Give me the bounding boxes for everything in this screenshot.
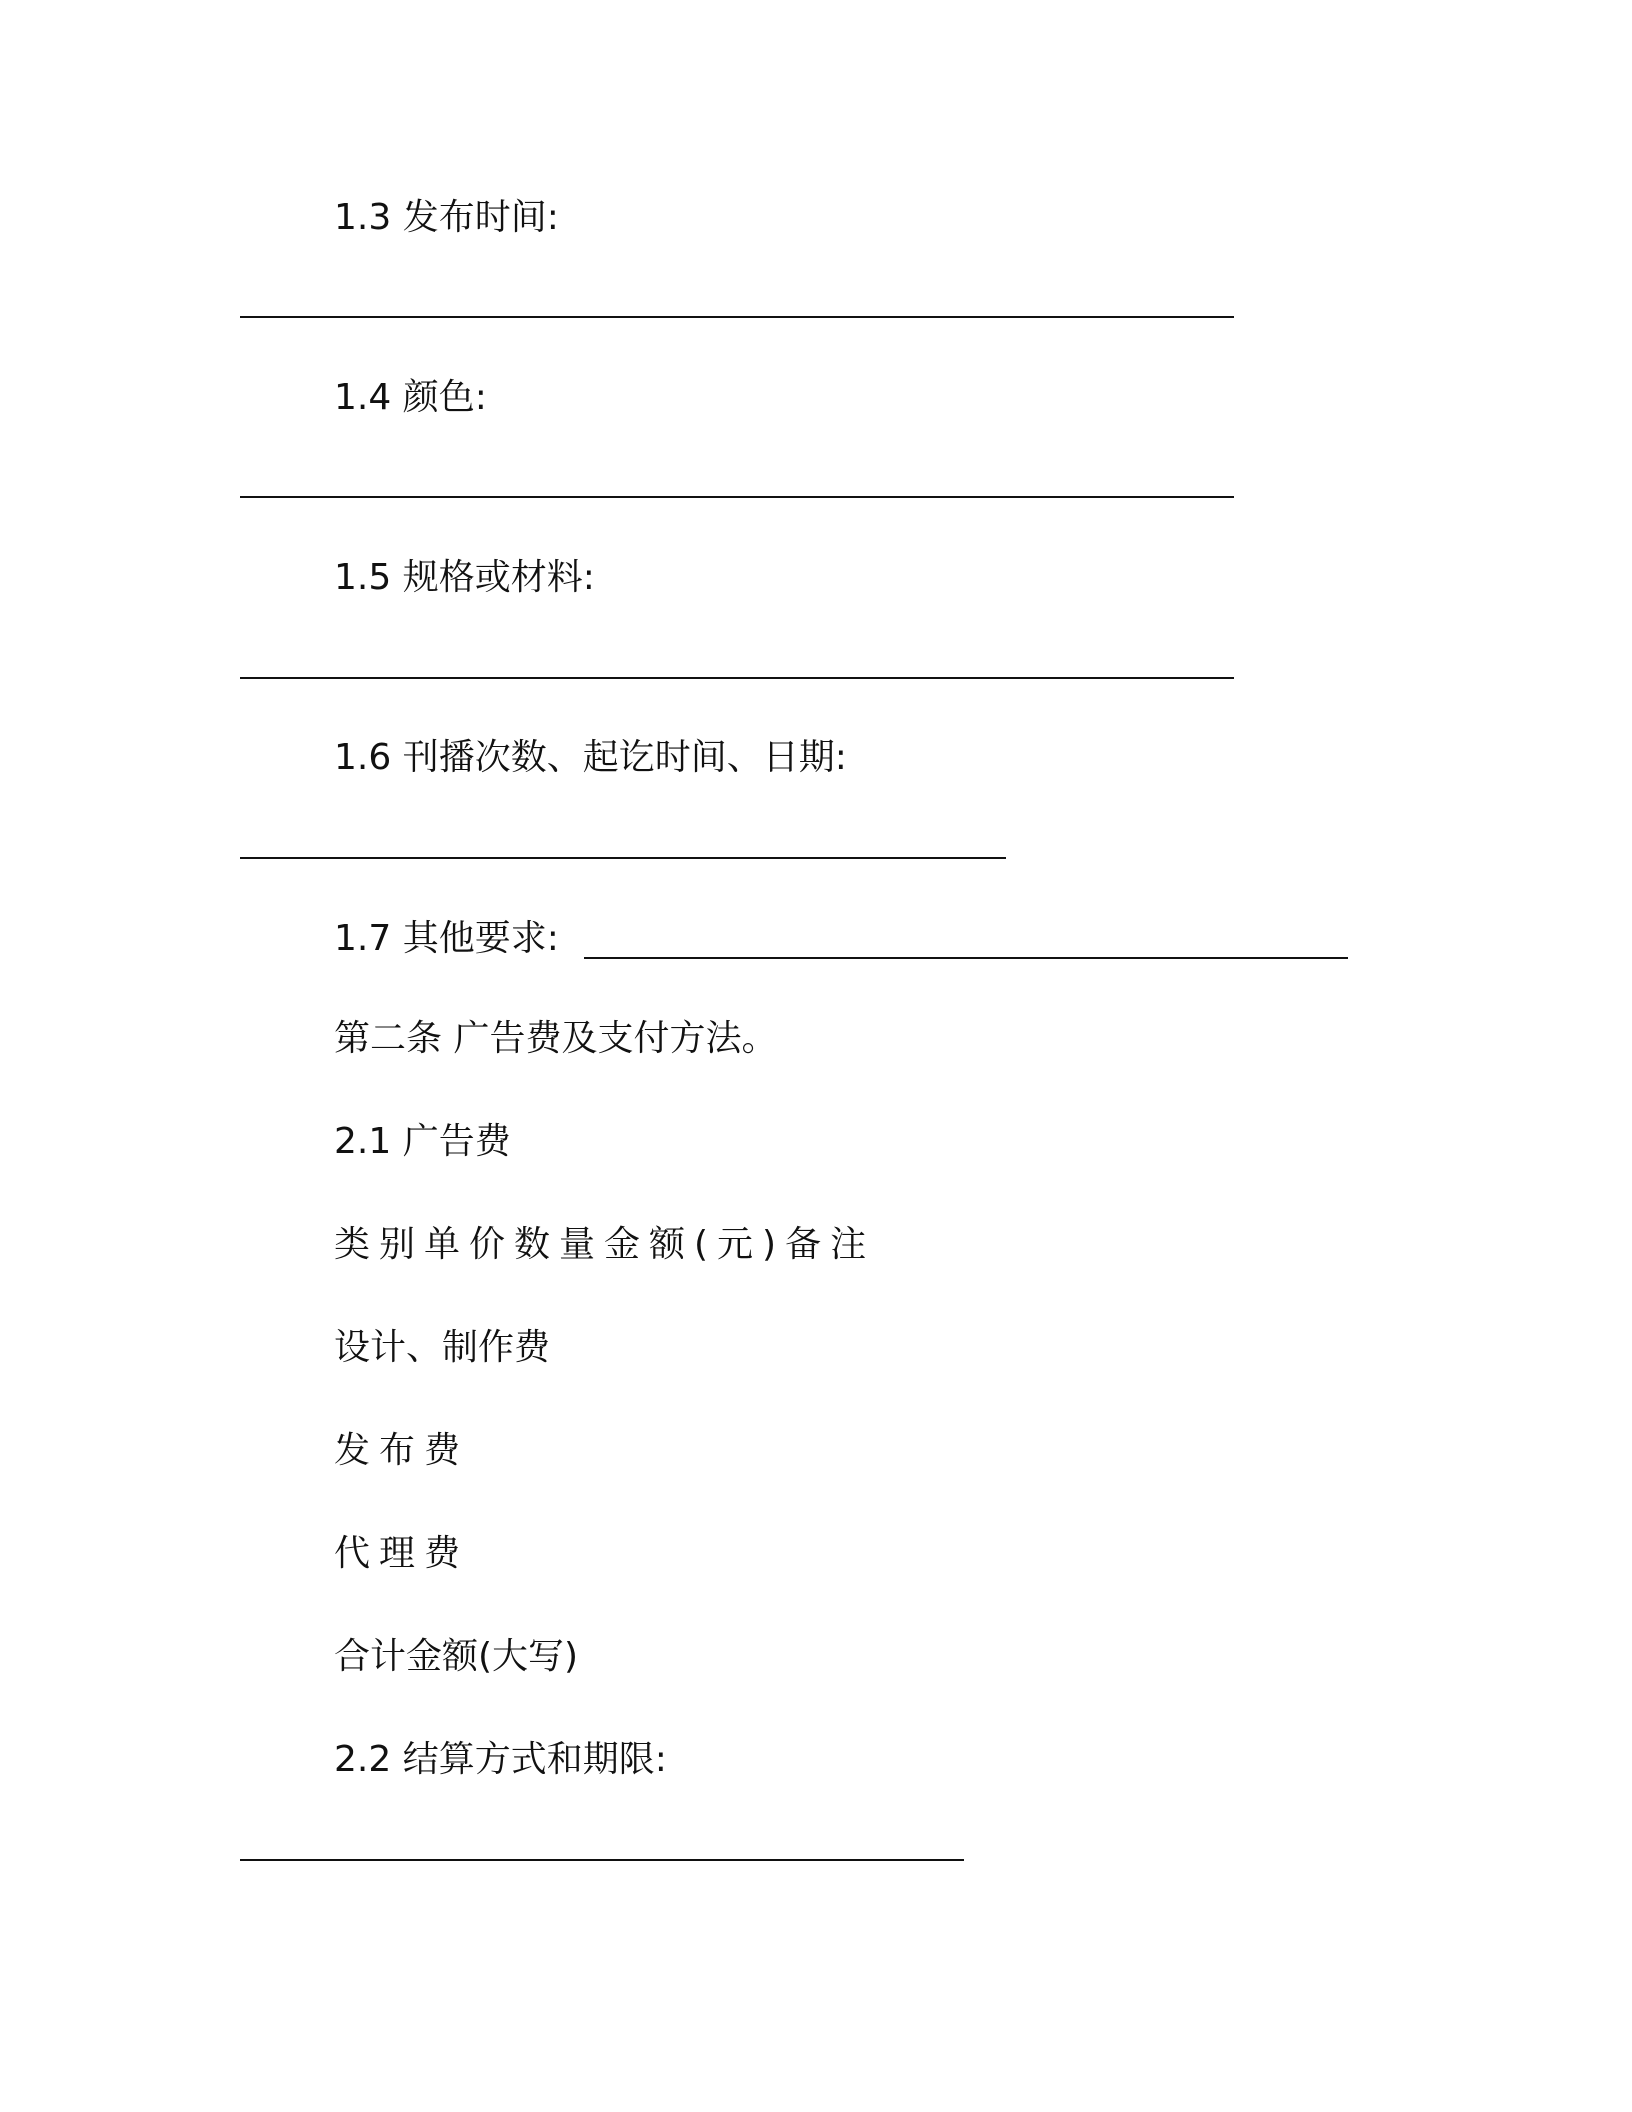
item-publish-time-label: 1.3 发布时间: xyxy=(334,197,559,238)
fee-table-header: 类别单价数量金额(元)备注 xyxy=(334,1224,876,1265)
blank-line-publish-time xyxy=(240,316,1234,318)
blank-line-other-requirements xyxy=(584,957,1348,959)
item-color-label: 1.4 颜色: xyxy=(334,377,487,418)
fee-row-design: 设计、制作费 xyxy=(334,1327,551,1368)
blank-line-settlement xyxy=(240,1859,964,1861)
fee-row-total: 合计金额(大写) xyxy=(334,1636,579,1677)
section2-title: 第二条 广告费及支付方法。 xyxy=(334,1018,778,1059)
item-spec-material-label: 1.5 规格或材料: xyxy=(334,557,595,598)
blank-line-color xyxy=(240,496,1234,498)
fee-row-agency: 代理费 xyxy=(334,1533,470,1574)
blank-line-spec-material xyxy=(240,677,1234,679)
settlement-label: 2.2 结算方式和期限: xyxy=(334,1739,667,1780)
fee-row-publish: 发布费 xyxy=(334,1430,470,1471)
item-other-requirements-label: 1.7 其他要求: xyxy=(334,918,559,959)
item-broadcast-schedule-label: 1.6 刊播次数、起讫时间、日期: xyxy=(334,737,847,778)
blank-line-broadcast-schedule xyxy=(240,857,1006,859)
fee-heading: 2.1 广告费 xyxy=(334,1121,511,1162)
